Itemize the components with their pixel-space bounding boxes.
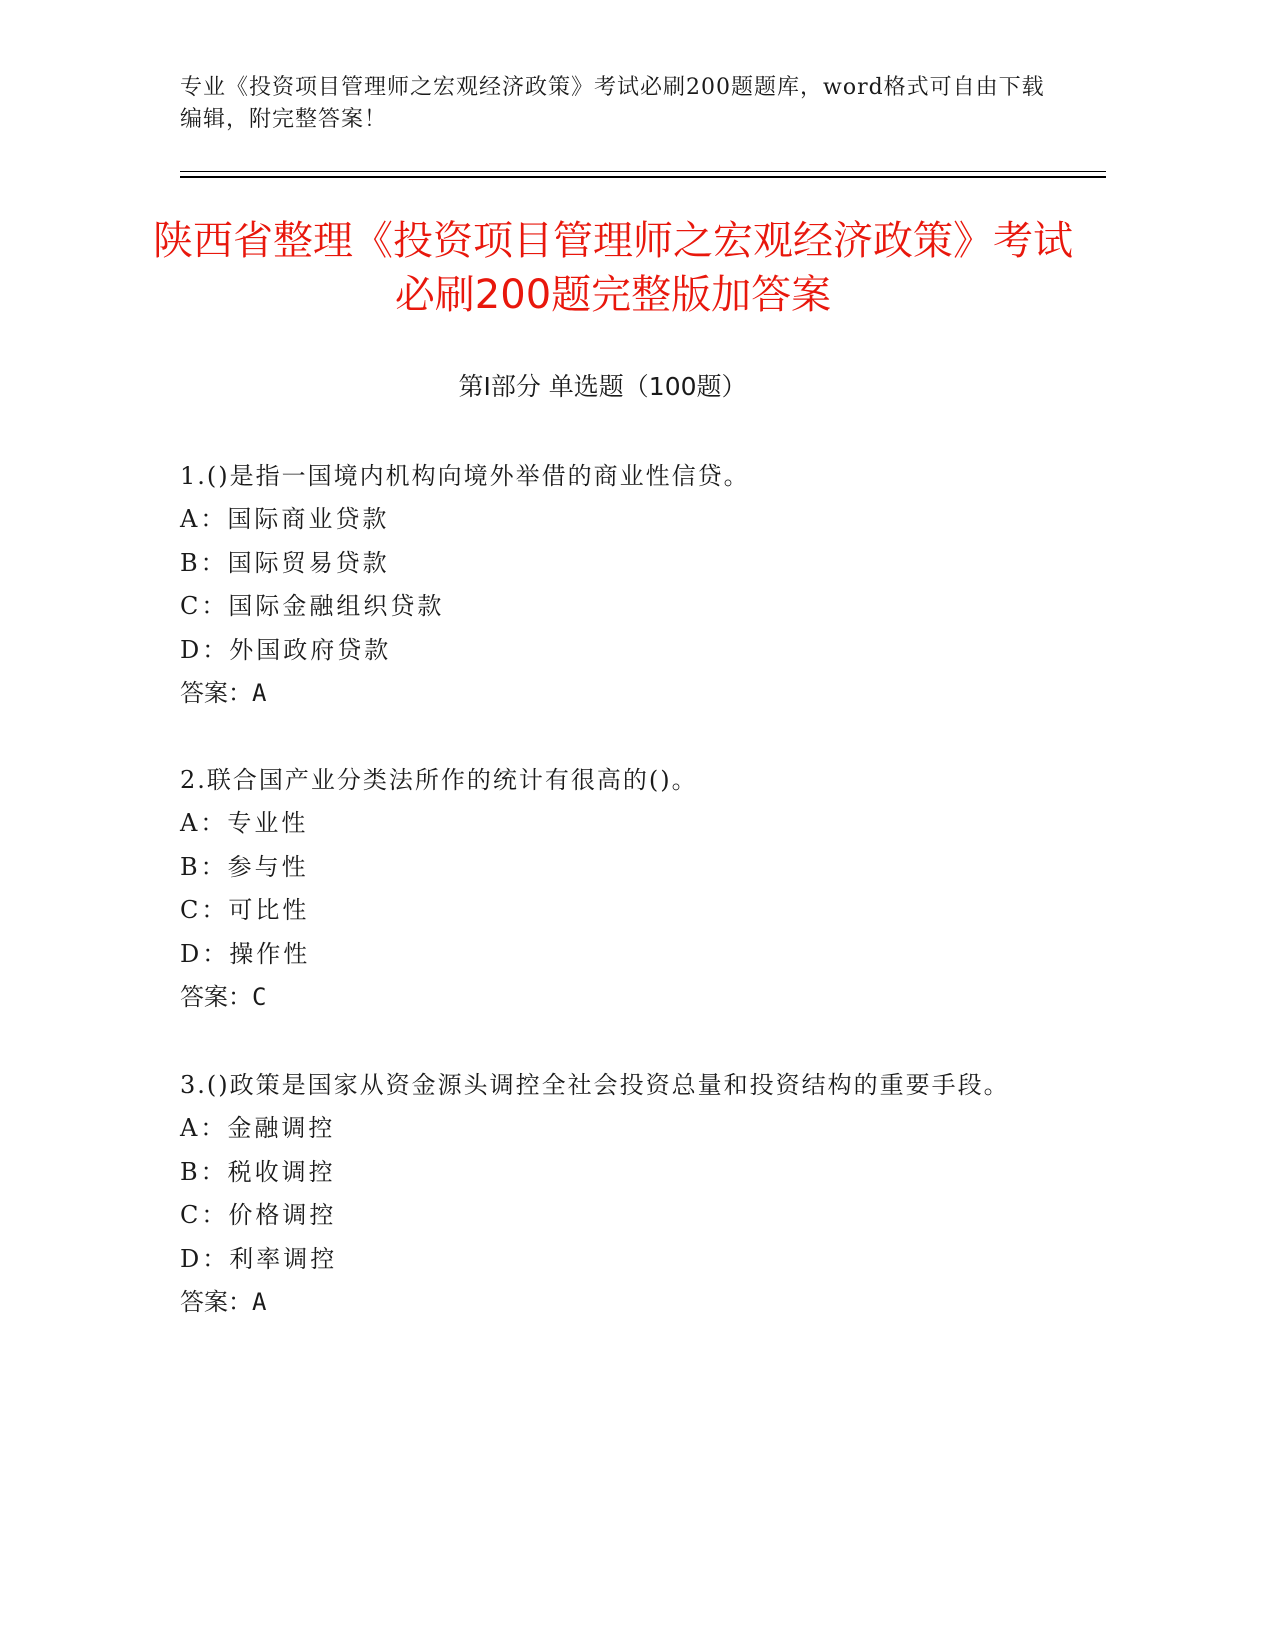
answer-line	[180, 976, 1040, 1020]
option-b: B：参与性	[180, 852, 309, 881]
option-b: B：税收调控	[180, 1157, 336, 1186]
option-a: A：金融调控	[180, 1114, 336, 1142]
option-a: A：专业性	[180, 809, 309, 837]
answer-value: A	[252, 679, 267, 707]
question-2	[180, 758, 1040, 1020]
answer-value: C	[252, 983, 267, 1011]
question-1	[180, 454, 1040, 716]
question-stem: 3.()政策是国家从资金源头调控全社会投资总量和投资结构的重要手段。	[180, 1071, 1010, 1099]
header-rule-top	[180, 171, 1106, 172]
option-d: D：利率调控	[180, 1244, 338, 1273]
option-c: C：国际金融组织贷款	[180, 592, 445, 620]
question-3	[180, 1063, 1040, 1325]
option-c: C：价格调控	[180, 1201, 337, 1229]
document-title: 陕西省整理《投资项目管理师之宏观经济政策》考试必刷200题完整版加答案	[153, 218, 1073, 318]
question-stem: 2.联合国产业分类法所作的统计有很高的()。	[180, 766, 698, 794]
question-stem: 1.()是指一国境内机构向境外举借的商业性信贷。	[180, 462, 750, 490]
option-d: D：操作性	[180, 939, 311, 968]
answer-line	[180, 1281, 1040, 1325]
answer-line	[180, 672, 1040, 716]
answer-label: 答案：	[180, 983, 252, 1011]
answer-label: 答案：	[180, 1288, 252, 1316]
option-a: A：国际商业贷款	[180, 505, 390, 533]
option-d: D：外国政府贷款	[180, 635, 392, 664]
section-title: 第Ⅰ部分 单选题（100题）	[458, 372, 747, 401]
option-b: B：国际贸易贷款	[180, 548, 390, 577]
answer-label: 答案：	[180, 679, 252, 707]
header-rule-bottom	[180, 176, 1106, 178]
answer-value: A	[252, 1288, 267, 1316]
header-note: 专业《投资项目管理师之宏观经济政策》考试必刷200题题库，word格式可自由下载编辑，附完整答案！	[180, 75, 1045, 132]
option-c: C：可比性	[180, 896, 310, 924]
